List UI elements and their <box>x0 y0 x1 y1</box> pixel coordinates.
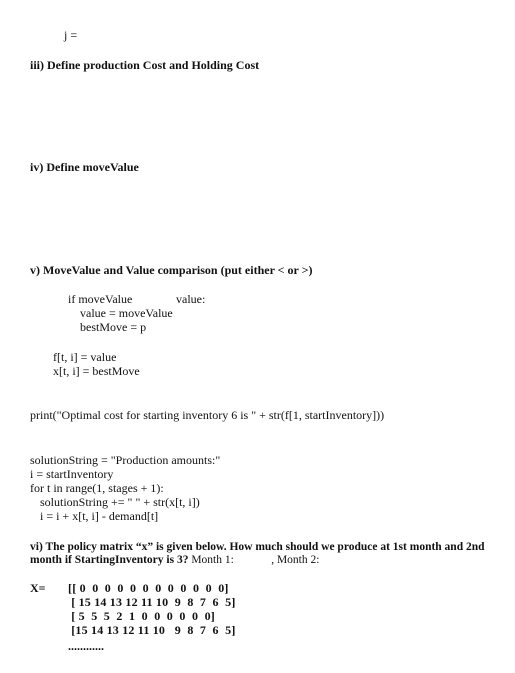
question-vi-line-1: vi) The policy matrix “x” is given below. How much should we produce at 1st month and 2nd <box>30 541 485 553</box>
j-equals-line: j = <box>64 28 78 42</box>
value-assign-line: value = moveValue <box>80 306 173 320</box>
if-value-text: value: <box>176 292 206 306</box>
question-iv: iv) Define moveValue <box>30 160 139 174</box>
question-v: v) MoveValue and Value comparison (put either < or >) <box>30 263 313 277</box>
question-vi-bold: month if StartingInventory is 3? <box>30 554 189 566</box>
print-line: print("Optimal cost for starting inventory 6 is " + str(f[1, startInventory])) <box>30 408 385 422</box>
solution-line-1: solutionString = "Production amounts:" <box>30 453 221 467</box>
x-assign-line: x[t, i] = bestMove <box>53 364 140 378</box>
solution-line-2: i = startInventory <box>30 467 114 481</box>
question-vi-line-2 <box>30 553 319 567</box>
question-iii: iii) Define production Cost and Holding Cost <box>30 58 260 72</box>
solution-line-4: solutionString += " " + str(x[t, i]) <box>40 495 200 509</box>
month-1-label: Month 1: <box>191 554 234 566</box>
solution-line-5: i = i + x[t, i] - demand[t] <box>40 509 159 523</box>
f-assign-line: f[t, i] = value <box>53 350 117 364</box>
matrix-label: X= <box>30 581 46 595</box>
month-2-label: , Month 2: <box>271 554 320 566</box>
matrix-row-1: [[ 0 0 0 0 0 0 0 0 0 0 0 0] <box>68 581 229 595</box>
bestmove-assign-line: bestMove = p <box>80 320 147 334</box>
solution-line-3: for t in range(1, stages + 1): <box>30 481 164 495</box>
matrix-row-3: [ 5 5 5 2 1 0 0 0 0 0 0] <box>68 609 215 623</box>
matrix-row-2: [ 15 14 13 12 11 10 9 8 7 6 5] <box>68 595 236 609</box>
if-movevalue-text: if moveValue <box>68 292 133 306</box>
matrix-row-4: [15 14 13 12 11 10 9 8 7 6 5] <box>68 623 236 637</box>
matrix-ellipsis: ............ <box>68 639 104 653</box>
